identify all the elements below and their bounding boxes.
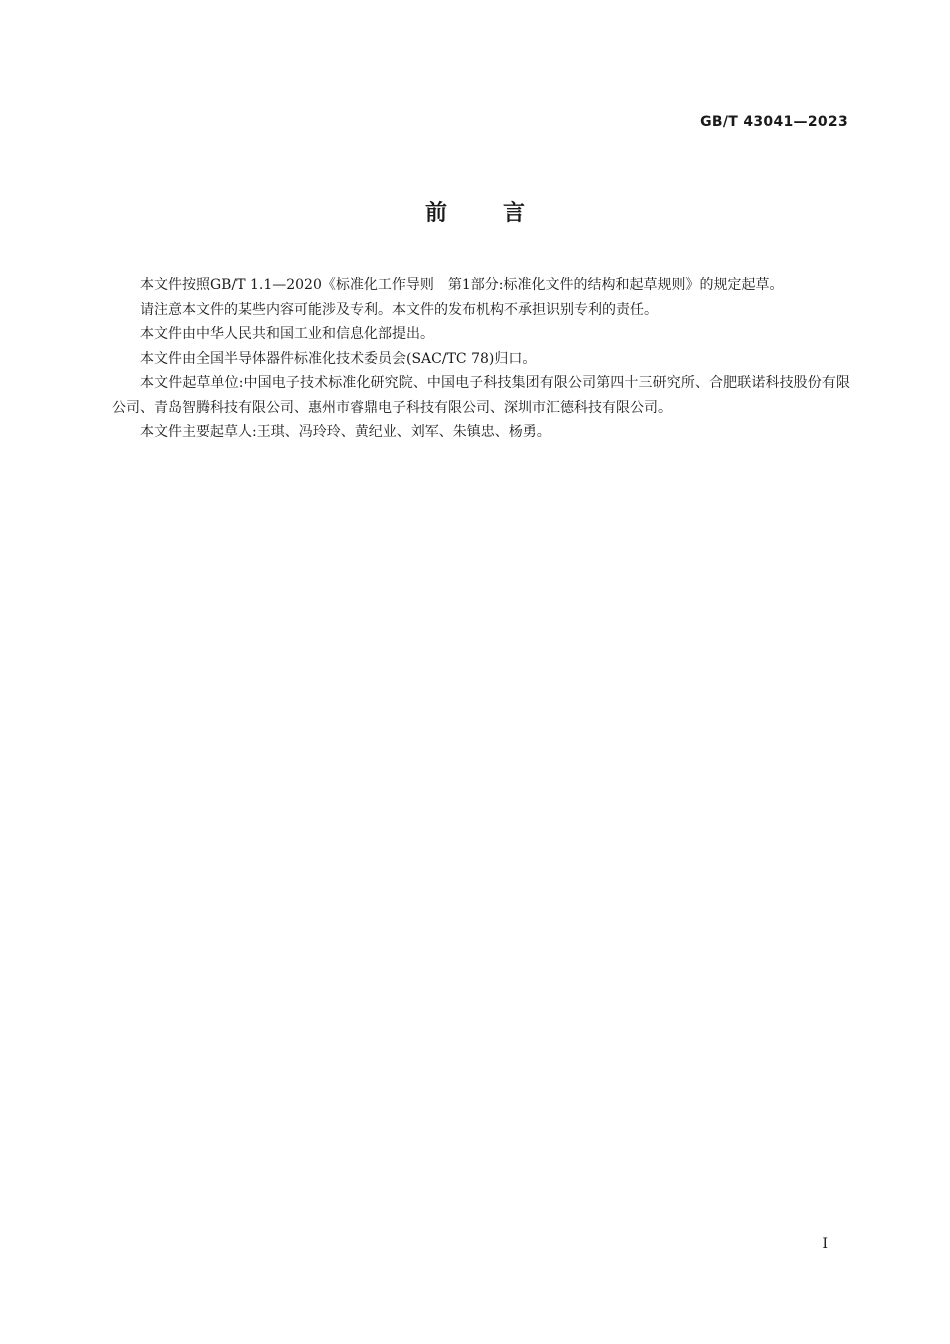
paragraph-drafters: 本文件主要起草人:王琪、冯玲玲、黄纪业、刘军、朱镇忠、杨勇。 [140,424,551,440]
page-number: I [822,1236,828,1252]
title-char-2: 言 [503,201,526,226]
paragraph-drafting-units: 本文件起草单位:中国电子技术标准化研究院、中国电子科技集团有限公司第四十三研究所、合肥联诺科技股份有限公司、青岛智腾科技有限公司、惠州市睿鼎电子科技有限公司、深圳市汇德科技有限公司。 [112,375,850,416]
foreword-body [112,273,850,445]
paragraph-committee: 本文件由全国半导体器件标准化技术委员会(SAC/TC 78)归口。 [140,350,537,367]
paragraph-drafting-rules: 本文件按照GB/T 1.1—2020《标准化工作导则 第1部分:标准化文件的结构和起草规则》的规定起草。 [140,277,784,293]
title-char-1: 前 [424,201,447,226]
page-title [0,196,950,227]
standard-code: GB/T 43041—2023 [700,114,848,130]
paragraph-patent-notice: 请注意本文件的某些内容可能涉及专利。本文件的发布机构不承担识别专利的责任。 [140,301,658,318]
paragraph-proposer: 本文件由中华人民共和国工业和信息化部提出。 [140,326,434,342]
